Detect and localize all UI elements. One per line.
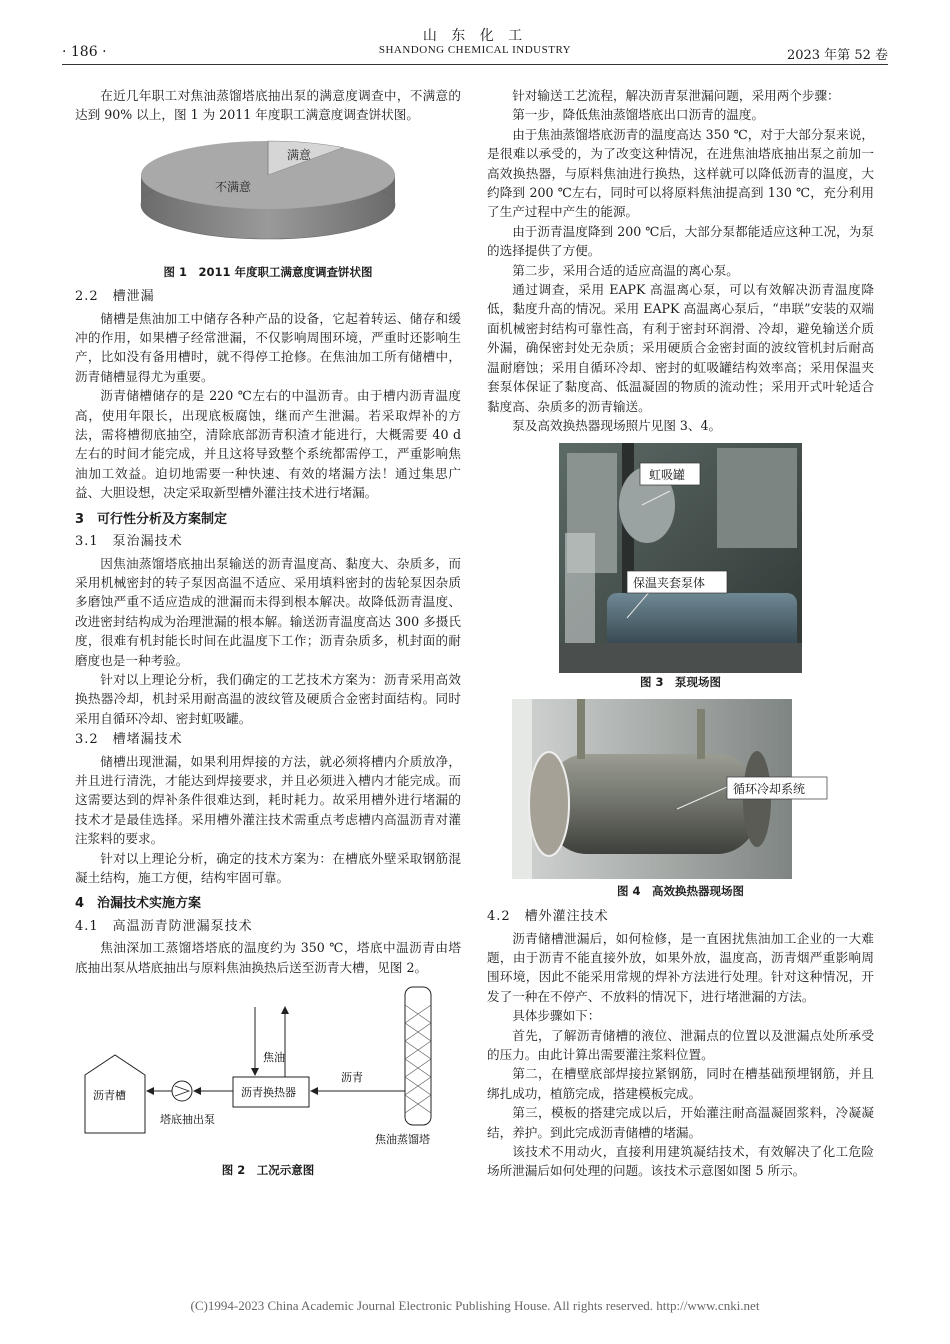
right-para-2: 第一步，降低焦油蒸馏塔底出口沥青的温度。: [512, 107, 765, 123]
figure-3: [487, 443, 874, 673]
journal-title-en: SHANDONG CHEMICAL INDUSTRY: [378, 44, 572, 56]
section-2-2-title: 2.2 槽泄漏: [75, 289, 155, 305]
figure-1-caption: 图 1 2011 年度职工满意度调查饼状图: [163, 264, 373, 279]
figure-1: [75, 129, 461, 263]
right-para-6: 通过调查，采用 EAPK 高温离心泵，可以有效解决沥青温度降低，黏度升高的情况。采用 EAPK 高温离心泵后，“串联”安装的双端面机械密封结构可靠性高，有利于密封环润滑、冷却，避免输送介质外漏，确保密封处无杂质；采用硬质合金密封面的波纹管机封后耐高温耐磨蚀；采用自循环冷却、密封的虹吸罐结构效率高；采用保温夹套泵体保证了黏度高、低温凝固的物质的流动性；采用开式叶轮适合黏度高、杂质多的沥青输送。: [487, 282, 874, 414]
section-3-title: 3 可行性分析及方案制定: [75, 511, 228, 527]
left-column: [75, 86, 461, 1180]
label-cooling-system: 循环冷却系统: [733, 781, 806, 796]
section-4-2-para-4: 第二，在槽壁底部焊接拉紧钢筋，同时在槽基础预埋钢筋，并且绑扎成功，植筋完成，搭建模板完成。: [487, 1066, 874, 1101]
pitch-flow-label: 沥青: [341, 1071, 363, 1085]
section-3-1-para-1: 因焦油蒸馏塔底抽出泵输送的沥青温度高、黏度大、杂质多，而采用机械密封的转子泵因高温不适应、采用填料密封的齿轮泵因杂质多磨蚀严重不适应造成的泄漏而未得到根本解决。故降低沥青温度、改进密封结构成为治理泄漏的根本解。输送沥青温度高达 300 多摄氏度，很难有机封能长时间在此温度下工作；沥青杂质多，机封面的耐磨度也是一种考验。: [75, 555, 461, 668]
heat-exchanger-photo: [487, 699, 874, 879]
section-4-2-para-5: 第三，模板的搭建完成以后，开始灌注耐高温凝固浆料，冷凝凝结，养护。到此完成沥青储槽的堵漏。: [487, 1105, 874, 1140]
figure-4: [487, 699, 874, 879]
tar-label: 焦油: [263, 1051, 285, 1065]
page-number: · 186 ·: [62, 44, 107, 60]
section-4-title: 4 治漏技术实施方案: [75, 896, 202, 912]
section-3-2-title: 3.2 槽堵漏技术: [75, 732, 183, 748]
section-4-1-title: 4.1 高温沥青防泄漏泵技术: [75, 918, 253, 934]
pump-photo: [487, 443, 874, 673]
pitch-tank-label: 沥青槽: [93, 1089, 126, 1103]
figure-2: [75, 983, 461, 1161]
figure-2-caption: 图 2 工况示意图: [221, 1163, 315, 1178]
section-3-2-para-2: 针对以上理论分析，确定的技术方案为：在槽底外壁采取钢筋混凝土结构，施工方便，结构牢固可靠。: [75, 850, 461, 885]
header-rule: [62, 64, 888, 65]
label-siphon-tank: 虹吸罐: [649, 468, 686, 483]
section-2-2-para-1: 储槽是焦油加工中储存各种产品的设备，它起着转运、储存和缓冲的作用，如果槽子经常泄漏，不仅影响周围环境，严重时还影响生产，比如没有备用槽时，就不得停工抢修。在焦油加工所有储槽中，沥青储槽显得尤为重要。: [75, 310, 461, 384]
section-3-1-para-2: 针对以上理论分析，我们确定的工艺技术方案为：沥青采用高效换热器冷却，机封采用耐高温的波纹管及硬质合金密封面结构。同时采用自循环冷却、密封虹吸罐。: [75, 671, 461, 726]
section-4-2-title: 4.2 槽外灌注技术: [487, 909, 609, 925]
right-para-4: 由于沥青温度降到 200 ℃后，大部分泵都能适应这种工况，为泵的选择提供了方便。: [487, 223, 874, 259]
right-para-3: 由于焦油蒸馏塔底沥青的温度高达 350 ℃，对于大部分泵来说，是很难以承受的，为了改变这种情况，在进焦油塔底抽出泵之前加一高效换热器，与原料焦油进行换热，这样就可以降低沥青的温度，大约降到 200 ℃左右，同时可以将原料焦油提高到 130 ℃，充分利用了生产过程中产生的能源。: [487, 126, 874, 220]
section-4-2-para-3: 首先，了解沥青储槽的液位、泄漏点的位置以及泄漏点处所承受的压力。由此计算出需要灌注浆料位置。: [487, 1027, 874, 1062]
volume-label: 2023 年第 52 卷: [786, 48, 888, 63]
section-4-2-para-1: 沥青储槽泄漏后，如何检修，是一直困扰焦油加工企业的一大难题，由于沥青不能直接外放，如果外放，温度高，沥青烟严重影响周围环境，因此不能采用常规的焊补方法进行处理。针对这种情况，开发了一种在不停产、不放料的情况下，进行堵泄漏的方法。: [487, 930, 874, 1004]
pump-label: 塔底抽出泵: [160, 1113, 215, 1127]
intro-paragraph: 在近几年职工对焦油蒸馏塔底抽出泵的满意度调查中，不满意的达到 90% 以上，图 1 为 2011 年度职工满意度调查饼状图。: [75, 88, 461, 123]
label-jacketed-pump: 保温夹套泵体: [633, 576, 706, 591]
section-4-1-para-1: 焦油深加工蒸馏塔塔底的温度约为 350 ℃，塔底中温沥青由塔底抽出泵从塔底抽出与原料焦油换热后送至沥青大槽，见图 2。: [75, 940, 461, 975]
section-2-2-para-2: 沥青储槽储存的是 220 ℃左右的中温沥青。由于槽内沥青温度高，使用年限长，出现底板腐蚀，继而产生泄漏。若采取焊补的方法，需将槽彻底抽空，清除底部沥青积渣才能进行，大概需要 40 d 左右的时间才能完成，并且这将导致整个系统都需停工，严重影响焦油加工效益。迫切地需要一种快速、有效的堵漏方法！通过集思广益、大胆设想，决定采取新型槽外灌注技术进行堵漏。: [75, 388, 461, 501]
pie-chart: [75, 129, 461, 263]
section-3-1-title: 3.1 泵治漏技术: [75, 534, 183, 550]
right-para-5: 第二步，采用合适的适应高温的离心泵。: [512, 262, 739, 278]
figure-4-caption: 图 4 高效换热器现场图: [616, 883, 744, 898]
pie-label-satisfied: 满意: [287, 147, 312, 162]
pie-label-dissatisfied: 不满意: [215, 179, 252, 194]
figure-3-caption: 图 3 泵现场图: [639, 675, 721, 690]
right-para-7: 泵及高效换热器现场照片见图 3、4。: [512, 417, 722, 433]
right-para-1: 针对输送工艺流程，解决沥青泵泄漏问题，采用两个步骤：: [512, 88, 840, 103]
section-4-2-para-2: 具体步骤如下：: [512, 1008, 601, 1024]
journal-title-cn: 山 东 化 工: [422, 28, 528, 44]
section-4-2-para-6: 该技术不用动火，直接利用建筑凝结技术，有效解决了化工危险场所泄漏后如何处理的问题。该技术示意图如图 5 所示。: [487, 1144, 874, 1179]
section-3-2-para-1: 储槽出现泄漏，如果利用焊接的方法，就必须将槽内介质放净，并且进行清洗，才能达到焊接要求，并且必须进入槽内才能完成。而这需要达到的焊补条件很难达到，耗时耗力。故采用槽外进行堵漏的技术才是最佳选择。采用槽外灌注技术需重点考虑槽内高温沥青对灌注浆料的要求。: [75, 753, 461, 847]
process-diagram: [75, 983, 461, 1161]
heat-exchanger-label: 沥青换热器: [241, 1086, 296, 1100]
right-column: [487, 86, 874, 1181]
tower-label: 焦油蒸馏塔: [375, 1133, 430, 1147]
copyright-footer: (C)1994-2023 China Academic Journal Electronic Publishing House. All rights reserved. http://www.cnki.net: [190, 1298, 760, 1313]
